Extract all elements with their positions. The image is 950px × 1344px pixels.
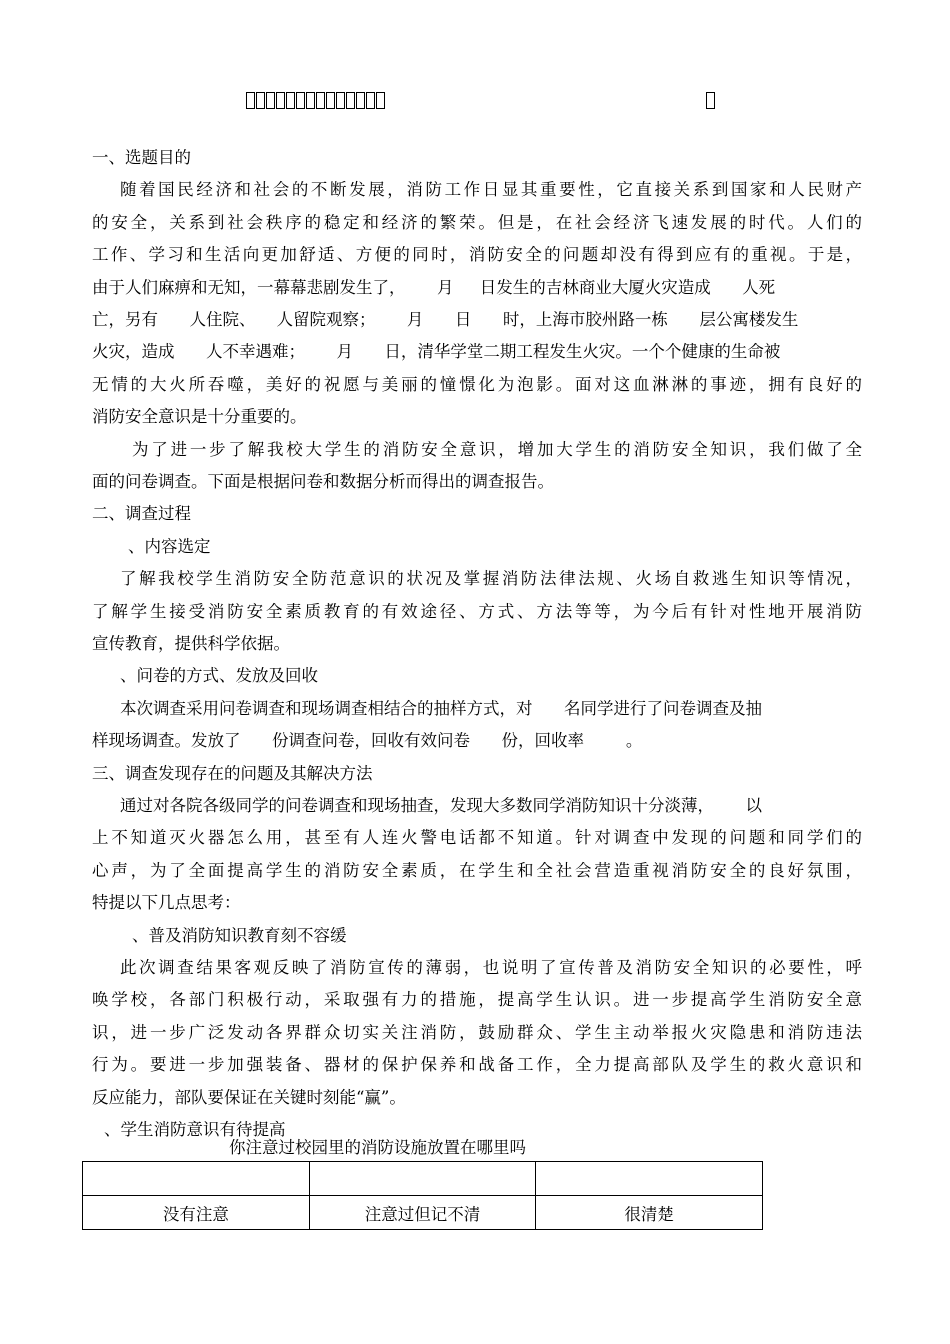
missing-glyph-box [326, 92, 335, 109]
table-header-cell [309, 1162, 536, 1196]
missing-glyph-box [356, 92, 365, 109]
body-line: 本次调查采用问卷调查和现场调查相结合的抽样方式，对 名同学进行了问卷调查及抽 [120, 698, 762, 718]
body-line: 消防安全意识是十分重要的。 [92, 407, 307, 427]
missing-glyph-box [376, 92, 385, 109]
body-line: 了解我校学生消防安全防范意识的状况及掌握消防法律法规、火场自救逃生知识等情况， [120, 569, 862, 589]
body-line: 、学生消防意识有待提高 [104, 1120, 286, 1139]
body-line: 、问卷的方式、发放及回收 [120, 666, 318, 686]
missing-glyph-box [276, 92, 285, 109]
missing-glyph-box [266, 92, 275, 109]
body-line: 特提以下几点思考： [92, 893, 241, 913]
body-line: 无情的大火所吞噬，美好的祝愿与美丽的憧憬化为泡影。面对这血淋淋的事迹，拥有良好的 [92, 374, 862, 394]
survey-table [82, 1161, 763, 1230]
body-line: 面的问卷调查。下面是根据问卷和数据分析而得出的调查报告。 [92, 472, 554, 491]
body-line: 火灾，造成 人不幸遇难； 月 日，清华学堂二期工程发生火灾。一个个健康的生命被 [92, 342, 781, 362]
body-line: 了解学生接受消防安全素质教育的有效途径、方式、方法等等，为今后有针对性地开展消防 [92, 601, 862, 621]
missing-glyph-box [346, 92, 355, 109]
body-line: 唤学校，各部门积极行动，采取强有力的措施，提高学生认识。进一步提高学生消防安全意 [92, 990, 862, 1010]
document-title [0, 90, 950, 114]
body-line: 的安全，关系到社会秩序的稳定和经济的繁荣。但是，在社会经济飞速发展的时代。人们的 [92, 212, 862, 232]
missing-glyph-box [316, 92, 325, 109]
option-very-clear: 很清楚 [536, 1196, 763, 1230]
table-row [83, 1196, 763, 1230]
body-line: 、普及消防知识教育刻不容缓 [132, 925, 347, 945]
missing-glyph-box [366, 92, 375, 109]
body-line: 此次调查结果客观反映了消防宣传的薄弱，也说明了宣传普及消防安全知识的必要性，呼 [120, 958, 862, 977]
option-not-noticed: 没有注意 [83, 1196, 310, 1230]
table-caption: 你注意过校园里的消防设施放置在哪里吗 [229, 1138, 526, 1157]
missing-glyph-box [306, 92, 315, 109]
title-tail-glyph [706, 92, 716, 113]
body-line: 、内容选定 [128, 536, 211, 556]
missing-glyph-box [706, 92, 715, 109]
title-missing-glyphs [246, 92, 386, 110]
body-line: 三、调查发现存在的问题及其解决方法 [92, 763, 373, 783]
body-line: 一、选题目的 [92, 148, 191, 167]
missing-glyph-box [256, 92, 265, 109]
body-line: 宣传教育，提供科学依据。 [92, 634, 290, 653]
body-line: 反应能力，部队要保证在关键时刻能“赢”。 [92, 1087, 406, 1107]
table-header-row [83, 1162, 763, 1196]
body-line: 上不知道灭火器怎么用，甚至有人连火警电话都不知道。针对调查中发现的问题和同学们的 [92, 828, 862, 848]
body-line: 样现场调查。发放了 份调查问卷，回收有效问卷 份，回收率 。 [92, 731, 643, 751]
table-header-cell [83, 1162, 310, 1196]
body-line: 为了进一步了解我校大学生的消防安全意识，增加大学生的消防安全知识，我们做了全 [132, 439, 862, 459]
body-line: 识，进一步广泛发动各界群众切实关注消防，鼓励群众、学生主动举报火灾隐患和消防违法 [92, 1022, 862, 1042]
body-line: 工作、学习和生活向更加舒适、方便的同时，消防安全的问题却没有得到应有的重视。于是， [92, 245, 862, 265]
missing-glyph-box [296, 92, 305, 109]
body-line: 心声，为了全面提高学生的消防安全素质，在学生和全社会营造重视消防安全的良好氛围， [92, 860, 862, 880]
option-noticed-unclear: 注意过但记不清 [309, 1196, 536, 1230]
body-line: 二、调查过程 [92, 504, 191, 524]
missing-glyph-box [336, 92, 345, 109]
body-line: 通过对各院各级同学的问卷调查和现场抽查，发现大多数同学消防知识十分淡薄， 以 [120, 796, 762, 815]
body-line: 亡，另有 人住院、 人留院观察； 月 日 时，上海市胶州路一栋 层公寓楼发生 [92, 310, 799, 329]
table-header-cell [536, 1162, 763, 1196]
missing-glyph-box [246, 92, 255, 109]
body-line: 由于人们麻痹和无知，一幕幕悲剧发生了， 月 日发生的吉林商业大厦火灾造成 人死 [92, 277, 776, 297]
body-line: 行为。要进一步加强装备、器材的保护保养和战备工作，全力提高部队及学生的救火意识和 [92, 1055, 862, 1075]
missing-glyph-box [286, 92, 295, 109]
body-line: 随着国民经济和社会的不断发展，消防工作日显其重要性，它直接关系到国家和人民财产 [120, 180, 862, 200]
